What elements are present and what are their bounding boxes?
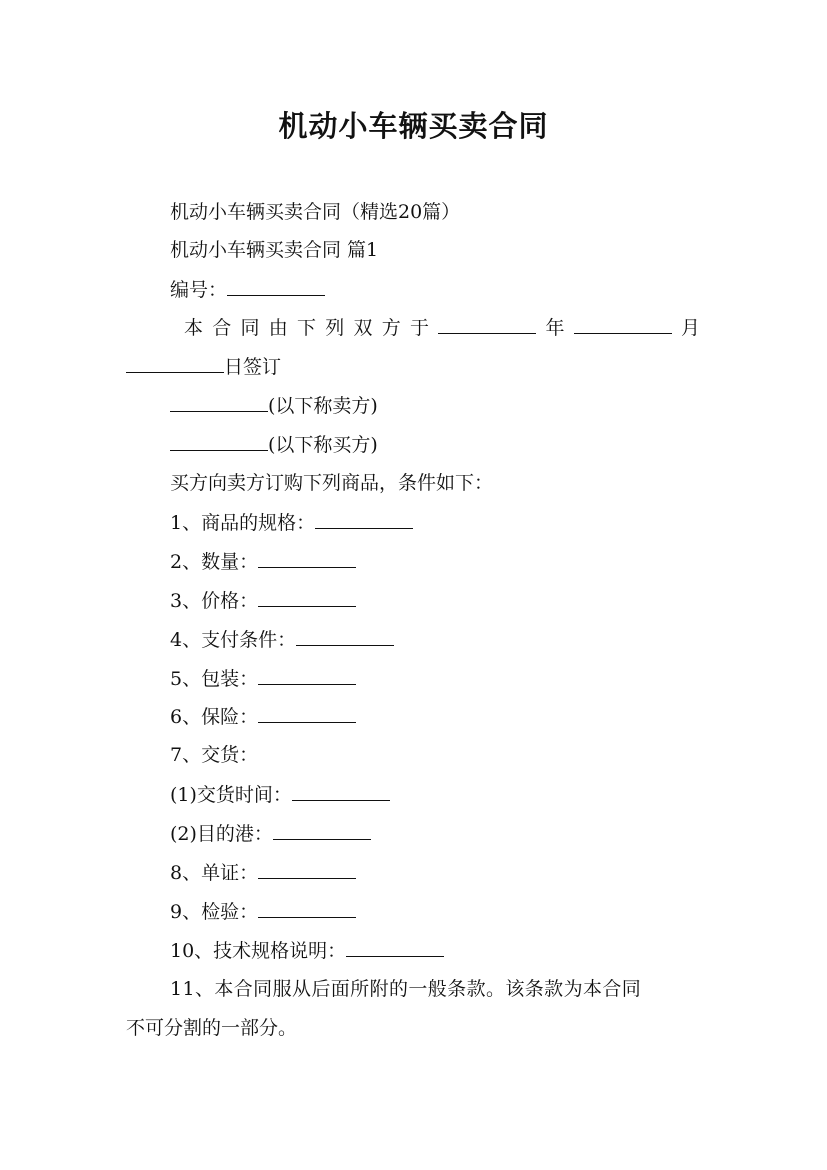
- item-blank: [296, 627, 394, 646]
- item-destination: [170, 821, 371, 846]
- buyer-label: (以下称买方): [268, 434, 378, 456]
- signing-line: [184, 315, 700, 340]
- number-line: [170, 277, 325, 302]
- signing-char: 本: [184, 317, 204, 339]
- item-quantity: [170, 549, 356, 574]
- item-blank: [258, 666, 356, 685]
- seller-blank: [170, 393, 268, 412]
- item-label: (2)目的港：: [170, 823, 273, 845]
- item-label: 4、支付条件：: [170, 629, 297, 651]
- seller-line: [170, 393, 378, 418]
- day-blank: [126, 354, 224, 373]
- item-label: 6、保险：: [170, 706, 259, 728]
- item-blank: [292, 782, 390, 801]
- signing-char: 合: [212, 317, 232, 339]
- item-payment: [170, 627, 394, 652]
- intro-text: 买方向卖方订购下列商品，条件如下：: [170, 472, 494, 494]
- number-label: 编号：: [170, 279, 228, 301]
- item-blank: [273, 821, 371, 840]
- clause-11-line-1: 11、本合同服从后面所附的一般条款。该条款为本合同: [170, 978, 642, 1000]
- document-title: 机动小车辆买卖合同: [278, 109, 549, 143]
- section-heading: 机动小车辆买卖合同 篇1: [170, 239, 379, 261]
- item-delivery-time: [170, 782, 390, 807]
- item-spec: [170, 510, 413, 535]
- signing-char: 列: [325, 317, 345, 339]
- signing-char: 同: [240, 317, 260, 339]
- item-inspection: [170, 899, 356, 924]
- item-insurance: [170, 704, 356, 729]
- item-label: 9、检验：: [170, 901, 259, 923]
- seller-label: (以下称卖方): [268, 395, 378, 417]
- item-label: 5、包装：: [170, 668, 259, 690]
- year-label: 年: [545, 317, 565, 339]
- item-blank: [258, 899, 356, 918]
- signing-char: 于: [410, 317, 430, 339]
- item-tech-spec: [170, 938, 444, 963]
- item-label: 8、单证：: [170, 862, 259, 884]
- document-subtitle: 机动小车辆买卖合同（精选20篇）: [170, 201, 461, 223]
- item-price: [170, 588, 356, 613]
- number-blank: [227, 277, 325, 296]
- item-label: 10、技术规格说明：: [170, 940, 347, 962]
- day-signed-line: [126, 354, 281, 379]
- item-label: 1、商品的规格：: [170, 512, 316, 534]
- item-blank: [258, 704, 356, 723]
- item-blank: [315, 510, 413, 529]
- item-label: (1)交货时间：: [170, 784, 292, 806]
- day-signed-label: 日签订: [224, 356, 282, 378]
- item-blank: [258, 860, 356, 879]
- month-label: 月: [680, 317, 700, 339]
- item-packing: [170, 666, 356, 691]
- signing-char: 由: [268, 317, 288, 339]
- signing-char: 方: [381, 317, 401, 339]
- month-blank: [574, 315, 672, 334]
- item-blank: [258, 588, 356, 607]
- signing-char: 双: [353, 317, 373, 339]
- item-blank: [346, 938, 444, 957]
- item-label: 2、数量：: [170, 551, 259, 573]
- signing-char: 下: [297, 317, 317, 339]
- item-blank: [258, 549, 356, 568]
- buyer-blank: [170, 432, 268, 451]
- buyer-line: [170, 432, 378, 457]
- year-blank: [438, 315, 536, 334]
- item-delivery: 7、交货：: [170, 744, 259, 766]
- clause-11-line-2: 不可分割的一部分。: [126, 1017, 298, 1039]
- item-documents: [170, 860, 356, 885]
- item-label: 3、价格：: [170, 590, 259, 612]
